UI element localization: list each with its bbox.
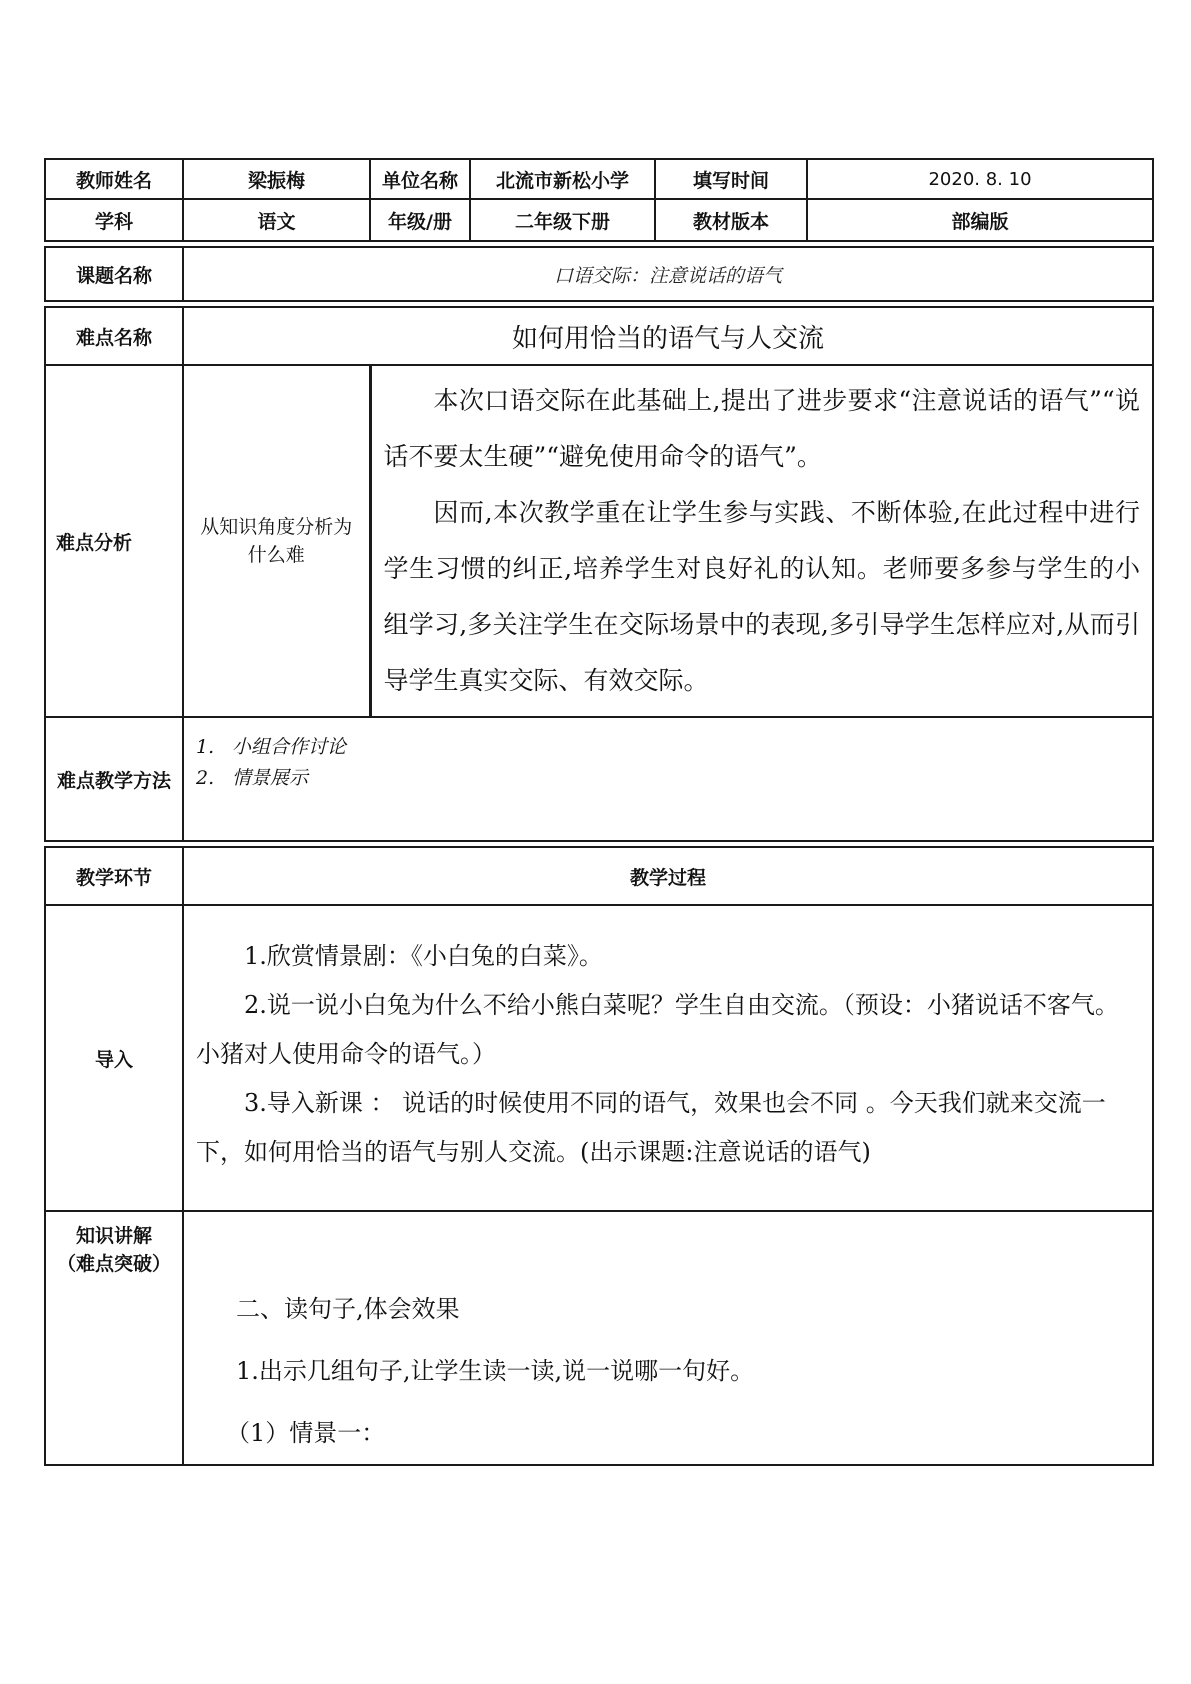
intro-paragraph-2: 2.说一说小白兔为什么不给小熊白菜呢？学生自由交流。（预设：小猪说话不客气。小猪对人使用命令的语气。） (196, 990, 1119, 1068)
intro-label: 导入 (45, 905, 183, 1211)
grade-value: 二年级下册 (470, 199, 655, 241)
analysis-paragraph-1: 本次口语交际在此基础上,提出了进步要求“注意说话的语气”“说话不要太生硬”“避免使用命令的语气”。 (383, 386, 1140, 471)
subject-label: 学科 (45, 199, 183, 241)
topic-value: 口语交际：注意说话的语气 (183, 247, 1153, 301)
knowledge-content (183, 1211, 1153, 1465)
knowledge-line-1: 二、读句子,体会效果 (236, 1295, 460, 1323)
knowledge-row (45, 1211, 1153, 1465)
knowledge-label (45, 1211, 183, 1465)
topic-row (45, 247, 1153, 301)
method-label: 难点教学方法 (45, 717, 183, 841)
intro-paragraph-3: 3.导入新课 ： 说话的时候使用不同的语气，效果也会不同 。今天我们就来交流一下，如何用恰当的语气与别人交流。(出示课题:注意说话的语气) (196, 1088, 1106, 1166)
intro-row (45, 905, 1153, 1211)
difficulty-value: 如何用恰当的语气与人交流 (183, 307, 1153, 365)
teacher-value: 梁振梅 (183, 159, 370, 199)
knowledge-label-line-2: （难点突破） (56, 1253, 171, 1275)
analysis-row (45, 365, 1153, 717)
stage-label: 教学环节 (45, 847, 183, 905)
header-row-2 (45, 199, 1153, 241)
subject-value: 语文 (183, 199, 370, 241)
method-item: 1. 小组合作讨论 (196, 736, 347, 758)
knowledge-label-line-1: 知识讲解 (75, 1225, 152, 1247)
date-label: 填写时间 (655, 159, 807, 199)
header-row-1 (45, 159, 1153, 199)
edition-value: 部编版 (807, 199, 1153, 241)
edition-label: 教材版本 (655, 199, 807, 241)
date-value: 2020. 8. 10 (807, 159, 1153, 199)
difficulty-row (45, 307, 1153, 365)
intro-content (183, 905, 1153, 1211)
method-row (45, 717, 1153, 841)
analysis-paragraph-2: 因而,本次教学重在让学生参与实践、不断体验,在此过程中进行学生习惯的纠正,培养学生对良好礼的认知。老师要多参与学生的小组学习,多关注学生在交际场景中的表现,多引导学生怎样应对,从而引导学生真实交际、有效交际。 (383, 498, 1140, 695)
teacher-label: 教师姓名 (45, 159, 183, 199)
knowledge-line-3: （1）情景一： (226, 1419, 386, 1447)
difficulty-label: 难点名称 (45, 307, 183, 365)
method-list (183, 717, 1153, 841)
topic-label: 课题名称 (45, 247, 183, 301)
method-item: 2. 情景展示 (196, 767, 309, 789)
knowledge-line-2: 1.出示几组句子,让学生读一读,说一说哪一句好。 (236, 1357, 755, 1385)
grade-label: 年级/册 (370, 199, 470, 241)
process-header-row (45, 847, 1153, 905)
analysis-label: 难点分析 (45, 365, 183, 717)
analysis-content (370, 365, 1153, 717)
lesson-plan-sheet (44, 158, 1152, 1466)
intro-paragraph-1: 1.欣赏情景剧：《小白兔的白菜》。 (244, 941, 603, 970)
lesson-plan-table (44, 158, 1154, 1466)
unit-label: 单位名称 (370, 159, 470, 199)
process-label: 教学过程 (183, 847, 1153, 905)
unit-value: 北流市新松小学 (470, 159, 655, 199)
analysis-sub-label: 从知识角度分析为什么难 (183, 365, 370, 717)
